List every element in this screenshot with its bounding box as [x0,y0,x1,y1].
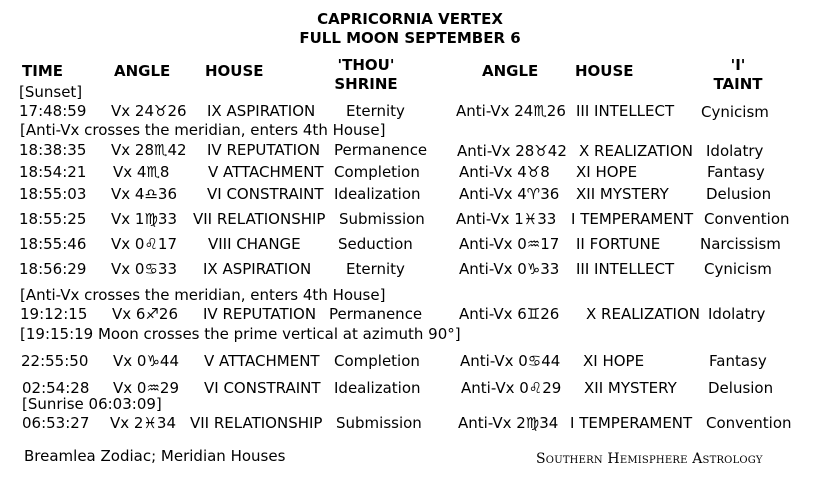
note-sunrise: [Sunrise 06:03:09] [22,395,162,413]
header-house: HOUSE [205,62,264,80]
title-line-1: CAPRICORNIA VERTEX [317,10,503,28]
header-taint-bottom: TAINT [713,75,763,93]
cell-anti-angle: Anti-Vx 28♉42 [457,142,567,160]
cell-angle: Vx 4♎36 [111,185,177,203]
cell-anti-angle: Anti-Vx 6♊26 [459,305,560,323]
cell-taint: Fantasy [709,352,767,370]
footer-brand: Southern Hemisphere Astrology [536,451,763,467]
note-anti-vx-meridian: [Anti-Vx crosses the meridian, enters 4th House] [20,121,386,139]
cell-taint: Idolatry [708,305,766,323]
cell-house: VII RELATIONSHIP [190,414,323,432]
cell-house: IX ASPIRATION [203,260,312,278]
cell-taint: Delusion [708,379,774,397]
cell-time: 06:53:27 [22,414,90,432]
cell-house: VI CONSTRAINT [204,379,321,397]
cell-anti-house: III INTELLECT [576,102,675,120]
cell-anti-house: XI HOPE [583,352,645,370]
cell-anti-house: XI HOPE [576,163,638,181]
cell-angle: Vx 2♓34 [110,414,176,432]
cell-house: VI CONSTRAINT [207,185,324,203]
cell-taint: Cynicism [704,260,772,278]
cell-shrine: Submission [336,414,422,432]
cell-anti-angle: Anti-Vx 2♍34 [458,414,559,432]
cell-anti-angle: Anti-Vx 4♈36 [459,185,560,203]
note-anti-vx-meridian: [Anti-Vx crosses the meridian, enters 4th House] [20,286,386,304]
footer-zodiac-note: Breamlea Zodiac; Meridian Houses [24,447,286,465]
cell-house: IV REPUTATION [207,141,321,159]
cell-shrine: Eternity [346,260,405,278]
cell-anti-house: I TEMPERAMENT [571,210,694,228]
cell-anti-house: X REALIZATION [579,142,693,160]
header-angle: ANGLE [114,62,171,80]
cell-angle: Vx 4♏8 [113,163,170,181]
cell-time: 18:55:46 [19,235,87,253]
cell-taint: Delusion [706,185,772,203]
cell-angle: Vx 6♐26 [112,305,178,323]
cell-angle: Vx 0♋33 [111,260,177,278]
cell-angle: Vx 28♏42 [111,141,187,159]
cell-time: 18:55:03 [19,185,87,203]
cell-angle: Vx 24♉26 [111,102,187,120]
cell-anti-house: III INTELLECT [576,260,675,278]
cell-anti-angle: Anti-Vx 1♓33 [456,210,557,228]
cell-time: 18:55:25 [19,210,87,228]
cell-anti-house: XII MYSTERY [584,379,677,397]
cell-shrine: Permanence [334,141,428,159]
cell-anti-house: X REALIZATION [586,305,700,323]
cell-anti-angle: Anti-Vx 24♏26 [456,102,566,120]
cell-anti-angle: Anti-Vx 0♌29 [461,379,562,397]
note-sunset: [Sunset] [19,83,83,101]
cell-anti-angle: Anti-Vx 0♋44 [460,352,561,370]
cell-house: IV REPUTATION [203,305,317,323]
cell-taint: Convention [704,210,790,228]
note-moon-prime-vertical: [19:15:19 Moon crosses the prime vertical at azimuth 90°] [20,325,461,343]
cell-time: 02:54:28 [22,379,90,397]
cell-time: 19:12:15 [20,305,88,323]
cell-shrine: Submission [339,210,425,228]
cell-taint: Convention [706,414,792,432]
cell-house: VII RELATIONSHIP [193,210,326,228]
cell-angle: Vx 0♌17 [111,235,177,253]
cell-anti-house: II FORTUNE [576,235,661,253]
cell-taint: Cynicism [701,103,769,121]
cell-angle: Vx 1♍33 [111,210,177,228]
cell-shrine: Idealization [334,185,421,203]
cell-taint: Idolatry [706,142,764,160]
cell-taint: Fantasy [707,163,765,181]
cell-shrine: Completion [334,352,420,370]
cell-anti-house: XII MYSTERY [576,185,669,203]
header-i-taint [710,56,766,94]
cell-shrine: Idealization [334,379,421,397]
cell-time: 18:56:29 [19,260,87,278]
header-anti-house: HOUSE [575,62,634,80]
cell-anti-angle: Anti-Vx 0♒17 [459,235,560,253]
cell-anti-house: I TEMPERAMENT [570,414,693,432]
cell-shrine: Permanence [329,305,423,323]
cell-shrine: Completion [334,163,420,181]
cell-time: 17:48:59 [19,102,87,120]
cell-anti-angle: Anti-Vx 0♑33 [459,260,560,278]
cell-taint: Narcissism [700,235,781,253]
cell-time: 18:38:35 [19,141,87,159]
cell-shrine: Seduction [338,235,413,253]
cell-time: 18:54:21 [19,163,87,181]
cell-house: V ATTACHMENT [208,163,324,181]
header-time: TIME [22,62,63,80]
header-shrine-top: 'THOU' [337,56,395,74]
cell-anti-angle: Anti-Vx 4♉8 [459,163,550,181]
header-shrine-bottom: SHRINE [334,75,398,93]
cell-angle: Vx 0♑44 [113,352,179,370]
header-taint-top: 'I' [730,56,746,74]
header-anti-angle: ANGLE [482,62,539,80]
header-thou-shrine [333,56,399,94]
cell-shrine: Eternity [346,102,405,120]
cell-house: VIII CHANGE [208,235,301,253]
cell-house: V ATTACHMENT [204,352,320,370]
title-line-2: FULL MOON SEPTEMBER 6 [299,29,521,47]
cell-house: IX ASPIRATION [207,102,316,120]
cell-angle: Vx 0♒29 [113,379,179,397]
cell-time: 22:55:50 [21,352,89,370]
